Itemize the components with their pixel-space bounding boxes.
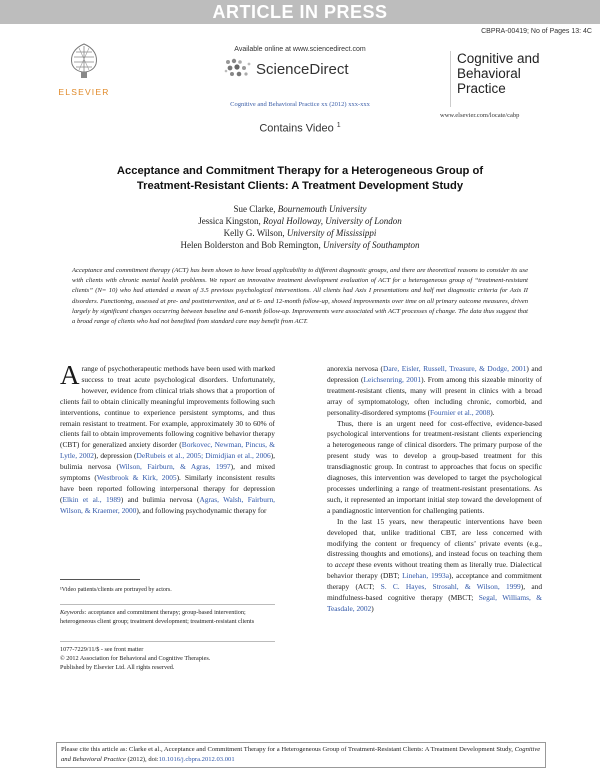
citation-link[interactable]: Leichsenring, 2001 — [363, 374, 422, 384]
body-text: range of psychotherapeutic methods have been used with marked success to treat acute psychological disorders. Unfortunately, however, evidence from clinical trials shows that a proportion of clients fail to obtain clinically meaningful improvements following such interventions, continue to experience persistent symptoms, and thus remain resistant to treatment. For example, approximately 30 to 60% of clients fail to obtain improvements following cognitive behavior therapy (CBT) for generalized anxiety disorder ( — [60, 364, 275, 450]
body-column-left — [60, 360, 275, 517]
body-text: ), depression ( — [93, 451, 137, 461]
author-affiliation: University of Mississippi — [286, 228, 377, 238]
abstract: Acceptance and commitment therapy (ACT) has been shown to have broad applicability to different diagnostic groups, and there are theoretical reasons to consider its use with clients with chronic mental health problems. We report an innovative treatment development evaluation of ACT for a heterogeneous group of “treatment-resistant clients” (N= 10) who had attended a mean of 3.5 previous psychological interventions. All clients had Axis I presentations and half met diagnostic criteria for Axis II disorders. Functioning, assessed at pre- and postintervention, and at 6- and 12-month follow-up, showed improvements over time on all primary outcome measures, driven largely by significant changes occurring between baseline and 6-month follow-up. Improvements were associated with ACT processes of change. The data thus suggest that a broad range of clients who had not benefited from standard care may benefit from ACT. — [72, 267, 528, 326]
citation-box — [56, 742, 546, 768]
body-paragraph — [60, 360, 275, 517]
drop-cap: A — [60, 360, 80, 390]
manuscript-code: CBPRA-00419; No of Pages 13: 4C — [481, 28, 592, 35]
author-affiliation: Bournemouth University — [277, 204, 367, 214]
journal-logo-line: Cognitive and — [457, 51, 540, 66]
author-line — [0, 239, 600, 251]
author-names: Sue Clarke, — [233, 204, 276, 214]
citation-link[interactable]: Agras, Walsh, Fairburn, Wilson, & Kraemer, 2000 — [60, 494, 275, 515]
keywords — [60, 604, 275, 626]
doi-link[interactable]: 10.1016/j.cbpra.2012.03.001 — [158, 756, 235, 763]
author-affiliation: Royal Holloway, University of London — [263, 216, 402, 226]
author-line — [0, 227, 600, 239]
copyright-line: Published by Elsevier Ltd. All rights reserved. — [60, 664, 175, 671]
body-text: ) and bulimia nervosa ( — [120, 494, 200, 504]
emphasis: accept — [334, 560, 355, 570]
citation-link[interactable]: Dare, Eisler, Russell, Treasure, & Dodge, 2001 — [383, 364, 527, 373]
title-line: Treatment-Resistant Clients: A Treatment Development Study — [136, 180, 464, 192]
sciencedirect-logo — [222, 58, 349, 80]
footnote-divider — [60, 579, 140, 580]
author-names: Jessica Kingston, — [198, 216, 261, 226]
copyright-line: 1077-7229/11/$ - see front matter — [60, 646, 144, 653]
body-text: In the last 15 years, new therapeutic interventions have been developed that, unlike traditional CBT, are less concerned with modifying the content or frequency of clients’ private events (e.g., distressing thoughts and emotions), and instead focus on teaching them to — [327, 516, 542, 570]
title-line: Acceptance and Commitment Therapy for a Heterogeneous Group of — [116, 165, 484, 177]
body-text: ), acceptance and commitment therapy (ACT; — [327, 571, 542, 592]
author-affiliation: University of Southampton — [322, 240, 420, 250]
body-text: ), bulimia nervosa ( — [60, 451, 275, 472]
citation-link[interactable]: Segal, Williams, & Teasdale, 2002 — [327, 593, 542, 613]
banner-text: ARTICLE IN PRESS — [212, 1, 388, 22]
available-online: Available online at www.sciencedirect.com — [234, 46, 366, 53]
body-paragraph — [327, 517, 542, 615]
citation-link[interactable]: Wilson, Fairburn, & Agras, 1997 — [118, 462, 231, 472]
author-line — [0, 203, 600, 215]
copyright-block — [60, 641, 275, 672]
keywords-text: acceptance and commitment therapy; group-based intervention; heterogeneous client group; treatment development; treatment-resistant clients — [60, 609, 255, 625]
author-line — [0, 215, 600, 227]
body-text: ). — [490, 407, 495, 417]
citation-link[interactable]: S. C. Hayes, Strosahl, & Wilson, 1999 — [380, 582, 521, 592]
journal-logo-line: Behavioral — [457, 66, 521, 81]
citation-link[interactable]: Borkovec, Newman, Pincus, & Lytle, 2002 — [60, 440, 275, 461]
author-list — [0, 203, 600, 251]
footnote: ¹Video patients/clients are portrayed by actors. — [60, 587, 172, 593]
citation-link[interactable]: Linehan, 1993a — [402, 571, 450, 581]
sciencedirect-dots-icon — [222, 58, 254, 80]
citation-journal: Cognitive and Behavioral Practice — [61, 746, 541, 763]
contains-video-note — [0, 122, 600, 135]
body-text: ), and following psychodynamic therapy for — [136, 505, 267, 515]
footnote-marker: 1 — [336, 122, 341, 129]
citation-text: Please cite this article as: Clarke et al., Acceptance and Commitment Therapy for a Heterogeneous Group of Treatment-Resistant Clients: A Treatment Development Study, — [61, 746, 515, 753]
journal-url[interactable]: www.elsevier.com/locate/cabp — [440, 112, 520, 119]
sciencedirect-name: ScienceDirect — [256, 60, 349, 78]
body-text: ), and mixed symptoms ( — [60, 462, 275, 483]
publisher-name: ELSEVIER — [58, 87, 110, 97]
elsevier-tree-icon — [64, 40, 104, 80]
citation-link[interactable]: DeRubeis et al., 2005; Dimidjian et al., 2006 — [136, 451, 271, 461]
article-in-press-banner — [0, 0, 600, 24]
body-text: anorexia nervosa ( — [327, 364, 383, 373]
copyright-line: © 2012 Association for Behavioral and Cognitive Therapies. — [60, 655, 211, 662]
body-column-right — [327, 364, 542, 615]
body-text: ). Similarly inconsistent results have been reported following interpersonal therapy for depression ( — [60, 473, 275, 504]
contains-video-text: Contains Video — [259, 122, 334, 135]
body-text: ). From among this sizeable minority of treatment-resistant clients, many will present in clinics with a broad array of symptomatology, often including chronic, comorbid, and personality-disordered symptoms ( — [327, 374, 542, 417]
author-names: Kelly G. Wilson, — [223, 228, 285, 238]
citation-link[interactable]: Elkin et al., 1989 — [62, 494, 121, 504]
body-text: ), and mindfulness-based cognitive therapy (MBCT; — [327, 582, 543, 603]
body-text: these events without treating them as literally true. Dialectical behavior therapy (DBT; — [327, 560, 542, 581]
citation-link[interactable]: Westbrook & Kirk, 2005 — [96, 473, 177, 483]
journal-citation-line: Cognitive and Behavioral Practice xx (2012) xxx-xxx — [230, 101, 370, 108]
body-text: ) — [371, 603, 374, 613]
citation-text: (2012), doi: — [125, 756, 159, 763]
keywords-label: Keywords: — [60, 609, 87, 616]
elsevier-logo-block — [56, 40, 112, 97]
body-paragraph: Thus, there is an urgent need for cost-effective, evidence-based psychological interventions for treatment-resistant clients experiencing a heterogeneous range of clinical disorders. The primary purpose of the present study was to develop a group-based treatment for this transdiagnostic group. In contrast to approaches that focus on specific diagnoses, this intervention was developed to target the psychological processes underlining a range of treatment-resistant presentations. As such, it represented an important initial step toward the development of a pandiagnostic intervention for challenging patients. — [327, 418, 542, 515]
journal-logo — [450, 51, 552, 107]
journal-logo-line: Practice — [457, 81, 506, 96]
citation-link[interactable]: Fournier et al., 2008 — [430, 407, 491, 417]
body-text: ) and depression ( — [327, 364, 542, 384]
author-names: Helen Bolderston and Bob Remington, — [180, 240, 321, 250]
body-paragraph — [327, 364, 542, 419]
article-title — [70, 164, 530, 194]
